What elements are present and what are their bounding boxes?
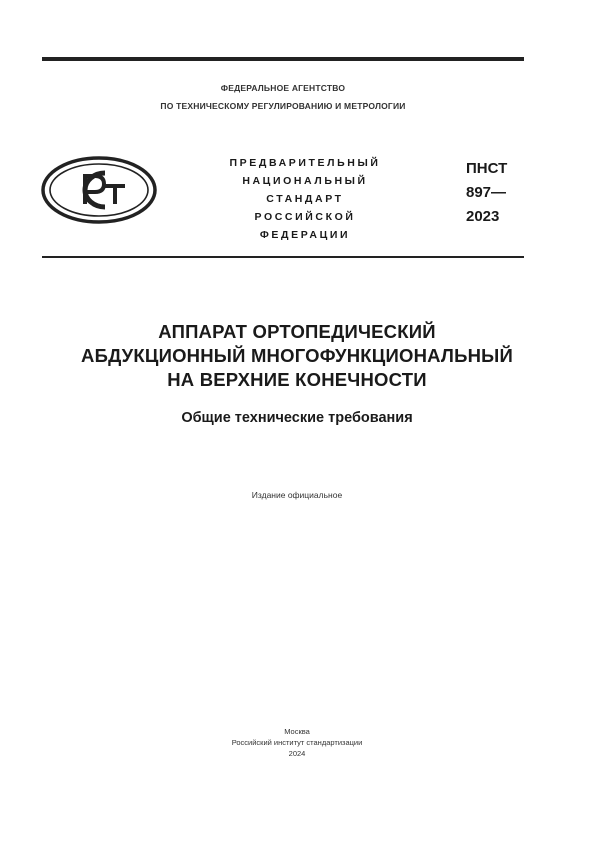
title-line: НА ВЕРХНИЕ КОНЕЧНОСТИ xyxy=(167,369,427,390)
standard-type-line: РОССИЙСКОЙ xyxy=(254,211,356,223)
standard-type-line: НАЦИОНАЛЬНЫЙ xyxy=(242,175,368,187)
standard-type-line: СТАНДАРТ xyxy=(266,193,344,205)
imprint-publisher: Российский институт стандартизации xyxy=(231,738,363,747)
standard-code-year: 2023 xyxy=(466,208,500,225)
standard-type-line: ФЕДЕРАЦИИ xyxy=(259,229,351,241)
imprint-city: Москва xyxy=(284,727,310,736)
standard-code-number: 897— xyxy=(466,184,507,201)
title-line: АБДУКЦИОННЫЙ МНОГОФУНКЦИОНАЛЬНЫЙ xyxy=(81,345,513,366)
agency-name-line-1: ФЕДЕРАЛЬНОЕ АГЕНТСТВО xyxy=(220,83,346,93)
document-subtitle: Общие технические требования xyxy=(181,410,413,426)
standard-code xyxy=(466,157,536,229)
agency-name-line-2: ПО ТЕХНИЧЕСКОМУ РЕГУЛИРОВАНИЮ И МЕТРОЛОГИИ xyxy=(160,101,406,111)
standard-code-prefix: ПНСТ xyxy=(466,160,508,177)
top-rule xyxy=(42,57,524,61)
section-rule xyxy=(42,256,524,258)
document-title xyxy=(42,320,552,392)
imprint xyxy=(42,726,552,759)
imprint-year: 2024 xyxy=(288,749,306,758)
standard-type-line: ПРЕДВАРИТЕЛЬНЫЙ xyxy=(229,157,381,169)
gost-r-emblem-icon xyxy=(41,156,157,224)
edition-note: Издание официальное xyxy=(251,490,343,500)
title-line: АППАРАТ ОРТОПЕДИЧЕСКИЙ xyxy=(158,321,436,342)
standard-type-block xyxy=(200,154,410,244)
